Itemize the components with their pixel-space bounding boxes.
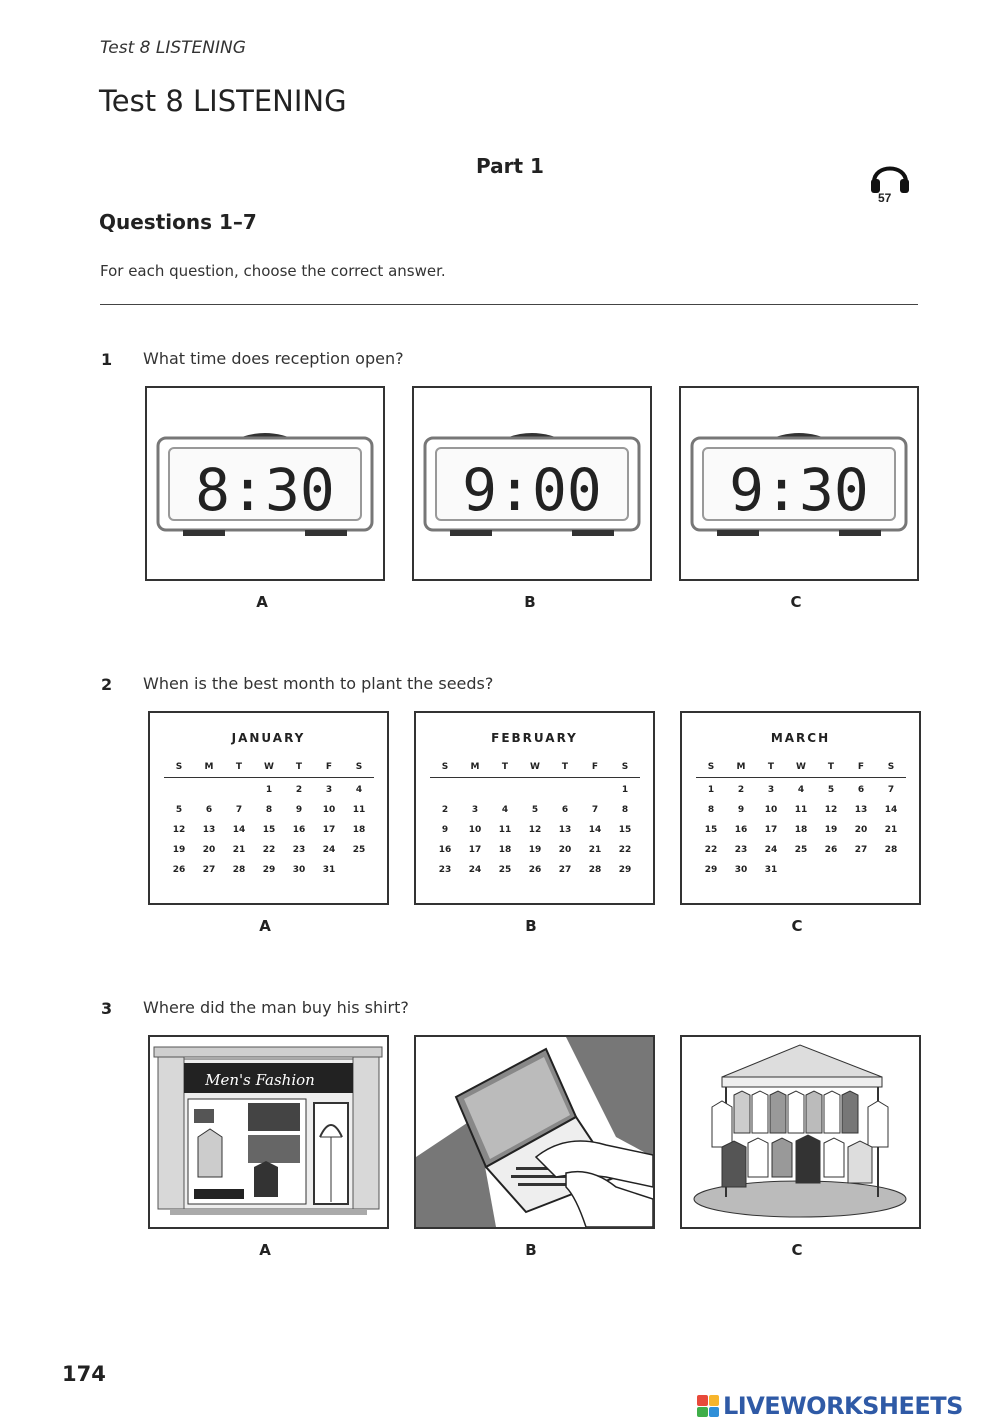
calendar-day — [460, 780, 490, 800]
calendar-divider — [430, 777, 640, 778]
calendar-day: 3 — [471, 805, 479, 815]
calendar-day — [490, 780, 520, 800]
calendar-week — [696, 780, 906, 800]
calendar-day: 21 — [884, 825, 898, 835]
calendar-day: 26 — [528, 865, 542, 875]
weekday: S — [707, 762, 715, 772]
calendar-day: 6 — [561, 805, 569, 815]
calendar-day: 13 — [558, 825, 572, 835]
calendar-week — [164, 840, 374, 860]
calendar-day: 17 — [468, 845, 482, 855]
calendar-week — [430, 780, 640, 800]
calendar-day: 12 — [172, 825, 186, 835]
calendar-day: 23 — [734, 845, 748, 855]
calendar-day: 6 — [205, 805, 213, 815]
calendar-week — [430, 820, 640, 840]
calendar-day: 14 — [588, 825, 602, 835]
calendar-day: 12 — [528, 825, 542, 835]
calendar-day: 4 — [797, 785, 805, 795]
option-label: A — [259, 1241, 271, 1259]
calendar-week — [164, 780, 374, 800]
weekday: W — [796, 762, 806, 772]
calendar-day: 15 — [262, 825, 276, 835]
calendar-day: 24 — [468, 865, 482, 875]
calendar-day: 30 — [292, 865, 306, 875]
weekday: T — [767, 762, 775, 772]
calendar-weekdays — [164, 757, 374, 777]
weekday: W — [530, 762, 540, 772]
shop-sign: Men's Fashion — [205, 1071, 315, 1089]
calendar-day: 4 — [501, 805, 509, 815]
alarm-clock-image — [689, 426, 909, 541]
option-3a-shop[interactable] — [148, 1035, 389, 1229]
alarm-clock-image — [422, 426, 642, 541]
weekday: M — [470, 762, 480, 772]
calendar-day: 22 — [704, 845, 718, 855]
calendar-day: 29 — [704, 865, 718, 875]
calendar — [682, 713, 919, 903]
weekday: T — [235, 762, 243, 772]
calendar-day: 19 — [172, 845, 186, 855]
clock-time: 9:00 — [462, 456, 602, 524]
questions-heading: Questions 1–7 — [99, 210, 257, 234]
calendar-day: 16 — [438, 845, 452, 855]
calendar — [150, 713, 387, 903]
calendar-day: 3 — [767, 785, 775, 795]
calendar-day: 25 — [794, 845, 808, 855]
calendar-day — [816, 860, 846, 880]
calendar-day: 15 — [618, 825, 632, 835]
calendar-day: 22 — [262, 845, 276, 855]
instruction: For each question, choose the correct answer. — [100, 262, 446, 280]
calendar-day — [580, 780, 610, 800]
calendar-day — [194, 780, 224, 800]
option-label: B — [525, 917, 537, 935]
calendar-day: 31 — [322, 865, 336, 875]
option-1b-clock[interactable] — [412, 386, 652, 581]
option-2c-calendar[interactable] — [680, 711, 921, 905]
calendar-day: 2 — [441, 805, 449, 815]
question-number: 1 — [101, 350, 113, 369]
page-title: Test 8 LISTENING — [99, 84, 347, 118]
calendar-day: 28 — [232, 865, 246, 875]
market-stall-image — [682, 1037, 919, 1227]
calendar-month: FEBRUARY — [491, 731, 578, 745]
calendar-day: 18 — [794, 825, 808, 835]
calendar-day: 7 — [235, 805, 243, 815]
calendar-day: 1 — [265, 785, 273, 795]
calendar-day: 27 — [558, 865, 572, 875]
calendar-day: 24 — [322, 845, 336, 855]
calendar-day: 1 — [707, 785, 715, 795]
calendar-day: 23 — [438, 865, 452, 875]
calendar-day: 8 — [621, 805, 629, 815]
calendar-day: 11 — [794, 805, 808, 815]
calendar-day: 28 — [884, 845, 898, 855]
calendar-day: 25 — [498, 865, 512, 875]
calendar-week — [696, 860, 906, 880]
calendar-grid — [696, 757, 906, 880]
clock-time: 8:30 — [195, 456, 335, 524]
option-label: C — [791, 917, 803, 935]
calendar-day: 17 — [764, 825, 778, 835]
calendar-week — [430, 800, 640, 820]
calendar-day — [430, 780, 460, 800]
calendar-day: 14 — [884, 805, 898, 815]
weekday: T — [827, 762, 835, 772]
clock-time: 9:30 — [729, 456, 869, 524]
option-3b-laptop[interactable] — [414, 1035, 655, 1229]
track-number: 57 — [878, 191, 892, 205]
calendar-day: 31 — [764, 865, 778, 875]
calendar-day — [876, 860, 906, 880]
calendar-day: 15 — [704, 825, 718, 835]
option-label: B — [525, 1241, 537, 1259]
calendar-day: 24 — [764, 845, 778, 855]
calendar-day — [344, 860, 374, 880]
calendar-divider — [696, 777, 906, 778]
calendar-week — [164, 800, 374, 820]
calendar-grid — [430, 757, 640, 880]
weekday: S — [441, 762, 449, 772]
calendar-month: JANUARY — [231, 731, 306, 745]
divider — [100, 304, 918, 305]
calendar-week — [164, 860, 374, 880]
calendar-day — [224, 780, 254, 800]
weekday: T — [295, 762, 303, 772]
calendar-day — [846, 860, 876, 880]
calendar-day — [520, 780, 550, 800]
calendar-week — [696, 820, 906, 840]
question-number: 3 — [101, 999, 113, 1018]
calendar-day: 5 — [175, 805, 183, 815]
calendar-day: 23 — [292, 845, 306, 855]
calendar-week — [696, 840, 906, 860]
calendar-day: 1 — [621, 785, 629, 795]
calendar-day: 19 — [528, 845, 542, 855]
calendar-grid — [164, 757, 374, 880]
calendar-day: 14 — [232, 825, 246, 835]
calendar-day: 7 — [887, 785, 895, 795]
calendar-divider — [164, 777, 374, 778]
calendar-day: 22 — [618, 845, 632, 855]
weekday: M — [736, 762, 746, 772]
calendar-day: 29 — [262, 865, 276, 875]
calendar-day: 20 — [558, 845, 572, 855]
calendar-day: 19 — [824, 825, 838, 835]
question-text: What time does reception open? — [143, 349, 404, 368]
calendar-day: 20 — [202, 845, 216, 855]
calendar-day: 8 — [707, 805, 715, 815]
brand-name: LIVEWORKSHEETS — [723, 1392, 963, 1420]
calendar-day: 10 — [468, 825, 482, 835]
calendar-day: 8 — [265, 805, 273, 815]
calendar-day: 11 — [352, 805, 366, 815]
calendar-week — [430, 860, 640, 880]
option-label: B — [524, 593, 536, 611]
option-2a-calendar[interactable] — [148, 711, 389, 905]
weekday: W — [264, 762, 274, 772]
calendar-day: 29 — [618, 865, 632, 875]
option-label: A — [256, 593, 268, 611]
calendar-day — [786, 860, 816, 880]
calendar-day: 9 — [441, 825, 449, 835]
calendar — [416, 713, 653, 903]
liveworksheets-logo[interactable] — [697, 1391, 963, 1421]
option-label: A — [259, 917, 271, 935]
calendar-day: 2 — [295, 785, 303, 795]
page-number: 174 — [62, 1362, 106, 1386]
calendar-day: 5 — [827, 785, 835, 795]
calendar-day: 18 — [498, 845, 512, 855]
question-number: 2 — [101, 675, 113, 694]
calendar-week — [430, 840, 640, 860]
calendar-day: 26 — [172, 865, 186, 875]
weekday: S — [355, 762, 363, 772]
calendar-day: 2 — [737, 785, 745, 795]
weekday: S — [887, 762, 895, 772]
option-3c-market[interactable] — [680, 1035, 921, 1229]
calendar-day: 20 — [854, 825, 868, 835]
option-label: C — [790, 593, 802, 611]
question-text: When is the best month to plant the seeds? — [143, 674, 494, 693]
calendar-week — [696, 800, 906, 820]
clothes-shop-image — [150, 1037, 387, 1227]
option-2b-calendar[interactable] — [414, 711, 655, 905]
calendar-day: 13 — [202, 825, 216, 835]
calendar-day: 5 — [531, 805, 539, 815]
calendar-day: 7 — [591, 805, 599, 815]
calendar-day — [164, 780, 194, 800]
calendar-day: 21 — [232, 845, 246, 855]
calendar-day — [550, 780, 580, 800]
weekday: F — [857, 762, 865, 772]
calendar-day: 27 — [854, 845, 868, 855]
weekday: S — [621, 762, 629, 772]
calendar-day: 26 — [824, 845, 838, 855]
calendar-day: 21 — [588, 845, 602, 855]
calendar-day: 28 — [588, 865, 602, 875]
running-head: Test 8 LISTENING — [100, 38, 246, 58]
calendar-day: 6 — [857, 785, 865, 795]
calendar-day: 10 — [764, 805, 778, 815]
calendar-day: 30 — [734, 865, 748, 875]
calendar-day: 18 — [352, 825, 366, 835]
weekday: S — [175, 762, 183, 772]
weekday: M — [204, 762, 214, 772]
calendar-day: 3 — [325, 785, 333, 795]
option-label: C — [791, 1241, 803, 1259]
part-title: Part 1 — [476, 154, 544, 178]
liveworksheets-icon — [697, 1395, 719, 1417]
calendar-day: 16 — [292, 825, 306, 835]
calendar-day: 12 — [824, 805, 838, 815]
calendar-day: 13 — [854, 805, 868, 815]
calendar-day: 11 — [498, 825, 512, 835]
calendar-day: 16 — [734, 825, 748, 835]
weekday: T — [561, 762, 569, 772]
calendar-weekdays — [430, 757, 640, 777]
option-1a-clock[interactable] — [145, 386, 385, 581]
calendar-day: 4 — [355, 785, 363, 795]
weekday: T — [501, 762, 509, 772]
option-1c-clock[interactable] — [679, 386, 919, 581]
calendar-day: 17 — [322, 825, 336, 835]
calendar-day: 10 — [322, 805, 336, 815]
weekday: F — [591, 762, 599, 772]
calendar-week — [164, 820, 374, 840]
weekday: F — [325, 762, 333, 772]
calendar-day: 9 — [295, 805, 303, 815]
calendar-day: 25 — [352, 845, 366, 855]
laptop-online-shopping-image — [416, 1037, 653, 1227]
calendar-day: 27 — [202, 865, 216, 875]
alarm-clock-image — [155, 426, 375, 541]
calendar-month: MARCH — [770, 731, 831, 745]
calendar-weekdays — [696, 757, 906, 777]
question-text: Where did the man buy his shirt? — [143, 998, 409, 1017]
calendar-day: 9 — [737, 805, 745, 815]
